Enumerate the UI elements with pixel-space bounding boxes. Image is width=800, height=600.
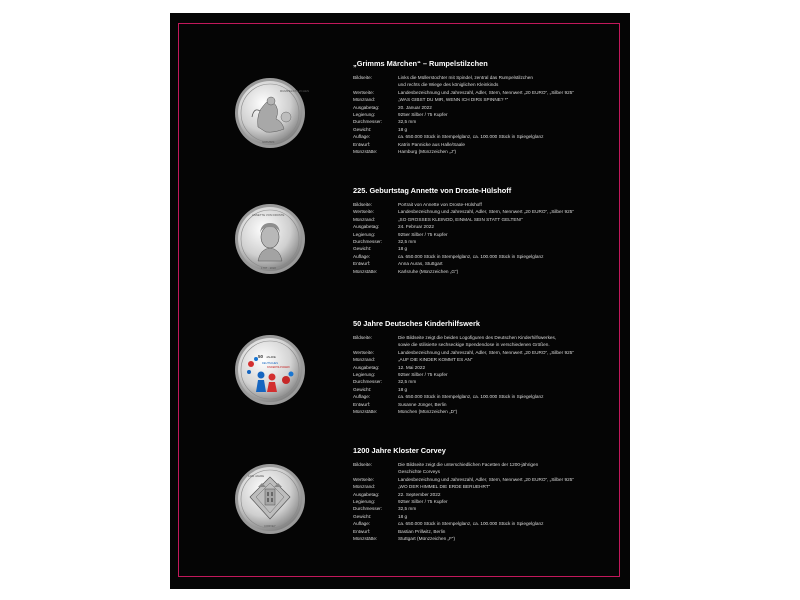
label-gewicht: Gewicht: xyxy=(353,513,372,519)
value-bildseite-cont: sowie die stilisierte sechseckige Spendendose in verschiedenen Größen. xyxy=(398,342,550,348)
label-bildseite: Bildseite: xyxy=(353,75,373,80)
value-entwurf: Anna Auras, Stuttgart xyxy=(398,261,443,267)
value-muenzrand: „SO GROSSES KLEINOD, EINMAL SEIN STATT GELTEN!“ xyxy=(398,216,523,222)
label-muenzstaette: Münzstätte: xyxy=(353,409,378,415)
value-bildseite: Portrait von Annette von Droste-Hülshoff xyxy=(398,202,482,207)
label-ausgabetag: Ausgabetag: xyxy=(353,224,380,230)
value-muenzstaette: Hamburg (Münzzeichen „J“) xyxy=(398,149,457,155)
coin-legend-bottom: CORVEY xyxy=(264,524,276,528)
coin-image-rumpelstilzchen xyxy=(234,77,310,149)
value-auflage: ca. 650.000 Stück in Stempelglanz, ca. 100.000 Stück in Spiegelglanz xyxy=(398,134,544,140)
coin-legend-bottom: GRIMMS xyxy=(262,140,275,144)
label-muenzstaette: Münzstätte: xyxy=(353,268,378,274)
value-legierung: 925er Silber / 75 Kupfer xyxy=(398,499,448,505)
value-durchmesser: 32,5 mm xyxy=(398,379,417,385)
value-muenzrand: „WAS GIBST DU MIR, WENN ICH DIRS SPINNE? *“ xyxy=(398,97,509,103)
label-entwurf: Entwurf: xyxy=(353,528,371,534)
label-durchmesser: Durchmesser: xyxy=(353,119,383,125)
coin-legend-50: 50 xyxy=(258,354,264,359)
value-gewicht: 18 g xyxy=(398,246,408,252)
label-legierung: Legierung: xyxy=(353,112,376,118)
coin-legend-top: ANNETTE VON DROSTE xyxy=(252,213,285,217)
coin-title: 225. Geburtstag Annette von Droste-Hülshoff xyxy=(353,186,512,195)
coin-image-kloster-corvey xyxy=(234,463,306,535)
label-ausgabetag: Ausgabetag: xyxy=(353,364,380,370)
label-auflage: Auflage: xyxy=(353,134,371,140)
coin-entry-kinderhilfswerk xyxy=(353,319,621,415)
label-muenzrand: Münzrand: xyxy=(353,484,376,490)
label-muenzstaette: Münzstätte: xyxy=(353,149,378,155)
coin-entry-kloster-corvey xyxy=(353,446,621,542)
album-page xyxy=(170,13,630,589)
value-legierung: 925er Silber / 75 Kupfer xyxy=(398,372,448,378)
label-auflage: Auflage: xyxy=(353,521,371,527)
label-entwurf: Entwurf: xyxy=(353,401,371,407)
value-durchmesser: 32,5 mm xyxy=(398,119,417,125)
label-auflage: Auflage: xyxy=(353,394,371,400)
label-muenzstaette: Münzstätte: xyxy=(353,536,378,542)
value-durchmesser: 32,5 mm xyxy=(398,239,417,245)
label-durchmesser: Durchmesser: xyxy=(353,379,383,385)
value-wertseite: Landesbezeichnung und Jahreszahl, Adler, Stern, Nennwert „20 EURO“, „Silber 925“ xyxy=(398,476,574,482)
label-legierung: Legierung: xyxy=(353,499,376,505)
value-bildseite: Die Bildseite zeigt die unterschiedlichen Facetten der 1200-jährigen xyxy=(398,462,539,467)
value-legierung: 925er Silber / 75 Kupfer xyxy=(398,112,448,118)
label-bildseite: Bildseite: xyxy=(353,462,373,467)
coin-title: 1200 Jahre Kloster Corvey xyxy=(353,446,446,455)
value-bildseite-cont: und rechts die Wiege des königlichen Kleinkinds xyxy=(398,82,499,88)
value-wertseite: Landesbezeichnung und Jahreszahl, Adler, Stern, Nennwert „20 EURO“, „Silber 925“ xyxy=(398,209,574,215)
value-gewicht: 18 g xyxy=(398,386,408,392)
value-auflage: ca. 650.000 Stück in Stempelglanz, ca. 100.000 Stück in Spiegelglanz xyxy=(398,394,544,400)
coin-title: 50 Jahre Deutsches Kinderhilfswerk xyxy=(353,319,480,328)
value-muenzrand: „AUF DIE KINDER KOMMT ES AN“ xyxy=(398,357,473,363)
value-legierung: 925er Silber / 75 Kupfer xyxy=(398,231,448,237)
coin-legend-top: RUMPELSTILZCHEN xyxy=(280,89,310,93)
label-muenzrand: Münzrand: xyxy=(353,97,376,103)
coin-legend-kinderhilfswerk: KINDERHILFSWERK xyxy=(267,366,290,369)
coin-legend-top: 1200 JAHRE xyxy=(248,474,265,478)
label-gewicht: Gewicht: xyxy=(353,246,372,252)
value-gewicht: 18 g xyxy=(398,513,408,519)
label-durchmesser: Durchmesser: xyxy=(353,506,383,512)
label-wertseite: Wertseite: xyxy=(353,349,375,355)
label-ausgabetag: Ausgabetag: xyxy=(353,491,380,497)
value-ausgabetag: 24. Februar 2022 xyxy=(398,224,434,230)
value-entwurf: Susanne Jünger, Berlin xyxy=(398,401,447,407)
value-auflage: ca. 650.000 Stück in Stempelglanz, ca. 100.000 Stück in Spiegelglanz xyxy=(398,253,544,259)
label-wertseite: Wertseite: xyxy=(353,476,375,482)
value-auflage: ca. 650.000 Stück in Stempelglanz, ca. 100.000 Stück in Spiegelglanz xyxy=(398,521,544,527)
label-wertseite: Wertseite: xyxy=(353,209,375,215)
label-ausgabetag: Ausgabetag: xyxy=(353,104,380,110)
value-ausgabetag: 20. Januar 2022 xyxy=(398,104,432,110)
coin-entry-rumpelstilzchen xyxy=(353,59,621,155)
label-legierung: Legierung: xyxy=(353,372,376,378)
coin-legend-bottom: 1797 · 2022 xyxy=(261,266,276,270)
value-bildseite-cont: Geschichte Corveys xyxy=(398,469,440,475)
value-gewicht: 18 g xyxy=(398,126,408,132)
label-wertseite: Wertseite: xyxy=(353,89,375,95)
label-entwurf: Entwurf: xyxy=(353,261,371,267)
label-durchmesser: Durchmesser: xyxy=(353,239,383,245)
value-muenzstaette: Stuttgart (Münzzeichen „F“) xyxy=(398,536,456,542)
label-gewicht: Gewicht: xyxy=(353,126,372,132)
value-bildseite: Die Bildseite zeigt die beiden Logofiguren des Deutschen Kinderhilfswerkes, xyxy=(398,335,557,340)
coin-legend-jahre: JAHRE xyxy=(266,355,276,359)
value-muenzrand: „WO DER HIMMEL DIE ERDE BERUEHRT“ xyxy=(398,484,491,490)
label-gewicht: Gewicht: xyxy=(353,386,372,392)
label-muenzrand: Münzrand: xyxy=(353,216,376,222)
label-legierung: Legierung: xyxy=(353,231,376,237)
value-ausgabetag: 12. Mai 2022 xyxy=(398,364,426,370)
coin-entry-droste-huelshoff xyxy=(353,186,621,275)
value-entwurf: Bastian Prillwitz, Berlin xyxy=(398,528,446,534)
value-bildseite: Links die Müllerstochter mit Spindel, zentral das Rumpelstilzchen xyxy=(398,75,533,80)
value-durchmesser: 32,5 mm xyxy=(398,506,417,512)
value-wertseite: Landesbezeichnung und Jahreszahl, Adler, Stern, Nennwert „20 EURO“, „Silber 925“ xyxy=(398,349,574,355)
coin-image-droste-huelshoff xyxy=(234,203,306,275)
value-entwurf: Katrin Pannicke aus Halle/Saale xyxy=(398,141,465,147)
value-wertseite: Landesbezeichnung und Jahreszahl, Adler, Stern, Nennwert „20 EURO“, „Silber 925“ xyxy=(398,89,574,95)
coin-title: „Grimms Märchen“ – Rumpelstilzchen xyxy=(353,59,488,68)
label-muenzrand: Münzrand: xyxy=(353,357,376,363)
coin-image-kinderhilfswerk xyxy=(234,334,306,406)
label-auflage: Auflage: xyxy=(353,253,371,259)
value-muenzstaette: Karlsruhe (Münzzeichen „G“) xyxy=(398,268,459,274)
value-muenzstaette: München (Münzzeichen „D“) xyxy=(398,409,458,415)
value-ausgabetag: 22. September 2022 xyxy=(398,491,441,497)
label-bildseite: Bildseite: xyxy=(353,202,373,207)
label-bildseite: Bildseite: xyxy=(353,335,373,340)
label-entwurf: Entwurf: xyxy=(353,141,371,147)
coin-legend-deutsches: DEUTSCHES xyxy=(262,362,278,365)
